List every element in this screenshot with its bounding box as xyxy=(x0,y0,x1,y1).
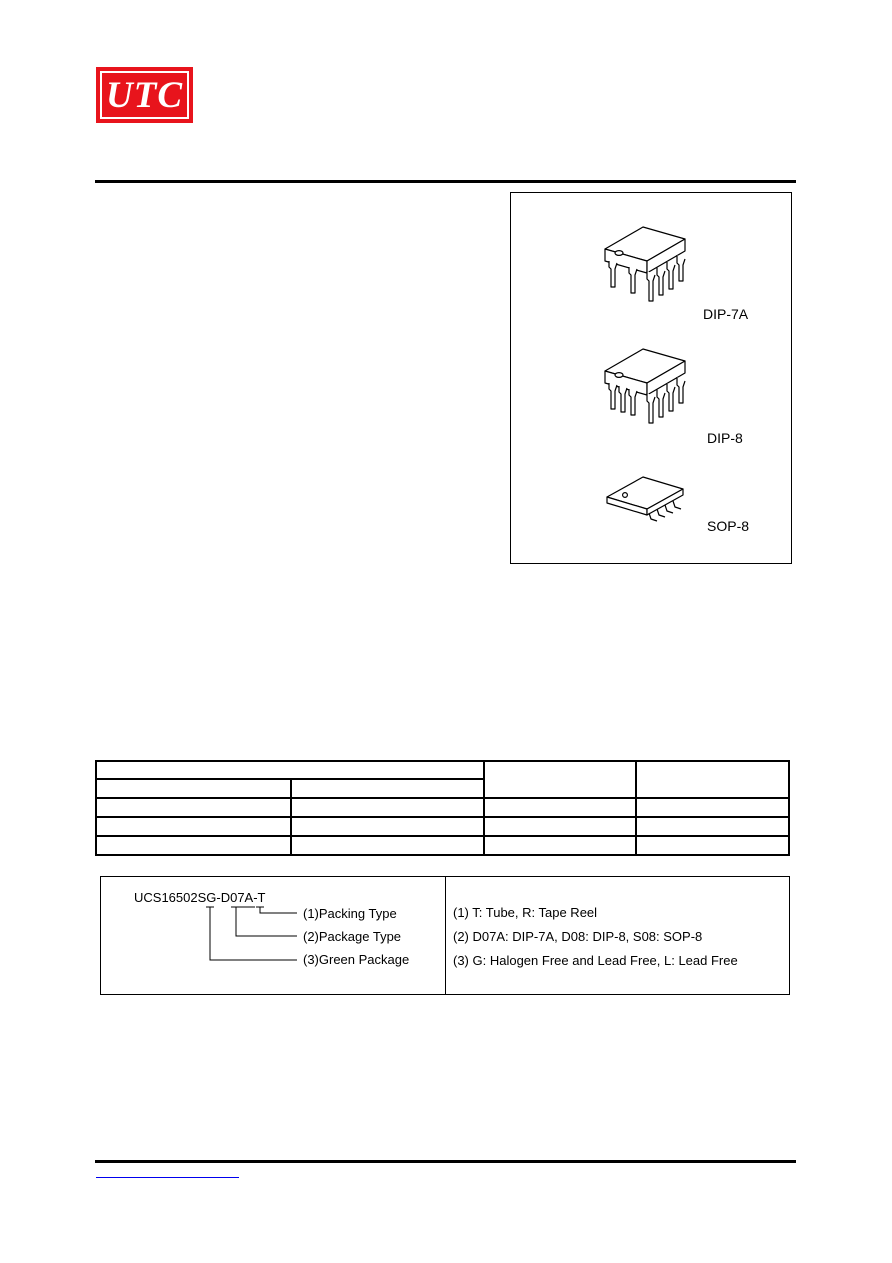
utc-logo-frame xyxy=(100,71,189,119)
legend-packing-type: (1)Packing Type xyxy=(303,906,397,921)
header-rule xyxy=(95,180,796,183)
decoder-divider xyxy=(445,877,446,994)
legend-package-type: (2)Package Type xyxy=(303,929,402,944)
footer-website-link[interactable] xyxy=(96,1177,239,1178)
table-border-top xyxy=(95,760,790,762)
package-box xyxy=(510,192,792,564)
package-label-sop-8: SOP-8 xyxy=(707,518,750,534)
table-row-divider xyxy=(95,835,790,837)
table-column-divider xyxy=(483,760,485,856)
part-number-decoder-box xyxy=(100,876,790,995)
package-label-dip-7a: DIP-7A xyxy=(703,306,749,322)
ordering-table xyxy=(95,760,790,856)
table-border-bottom xyxy=(95,854,790,856)
table-row-divider xyxy=(95,816,790,818)
note-packing-type: (1) T: Tube, R: Tape Reel xyxy=(453,905,598,920)
package-label-dip-8: DIP-8 xyxy=(707,430,743,446)
note-package-type: (2) D07A: DIP-7A, D08: DIP-8, S08: SOP-8 xyxy=(453,929,703,944)
table-border-left xyxy=(95,760,97,856)
legend-green-package: (3)Green Package xyxy=(303,952,410,967)
table-border-right xyxy=(788,760,790,856)
dip-8-package-icon xyxy=(599,345,709,427)
footer-rule xyxy=(95,1160,796,1163)
table-column-divider xyxy=(290,778,292,856)
table-header-bottom xyxy=(95,797,790,799)
utc-logo-text: UTC xyxy=(106,74,183,116)
table-column-divider xyxy=(635,760,637,856)
sop-8-package-icon xyxy=(603,471,693,527)
utc-logo xyxy=(96,67,193,123)
part-number: UCS16502SG-D07A-T xyxy=(134,890,266,905)
note-green-package: (3) G: Halogen Free and Lead Free, L: Lead Free xyxy=(453,953,738,968)
dip-7a-package-icon xyxy=(599,223,709,305)
